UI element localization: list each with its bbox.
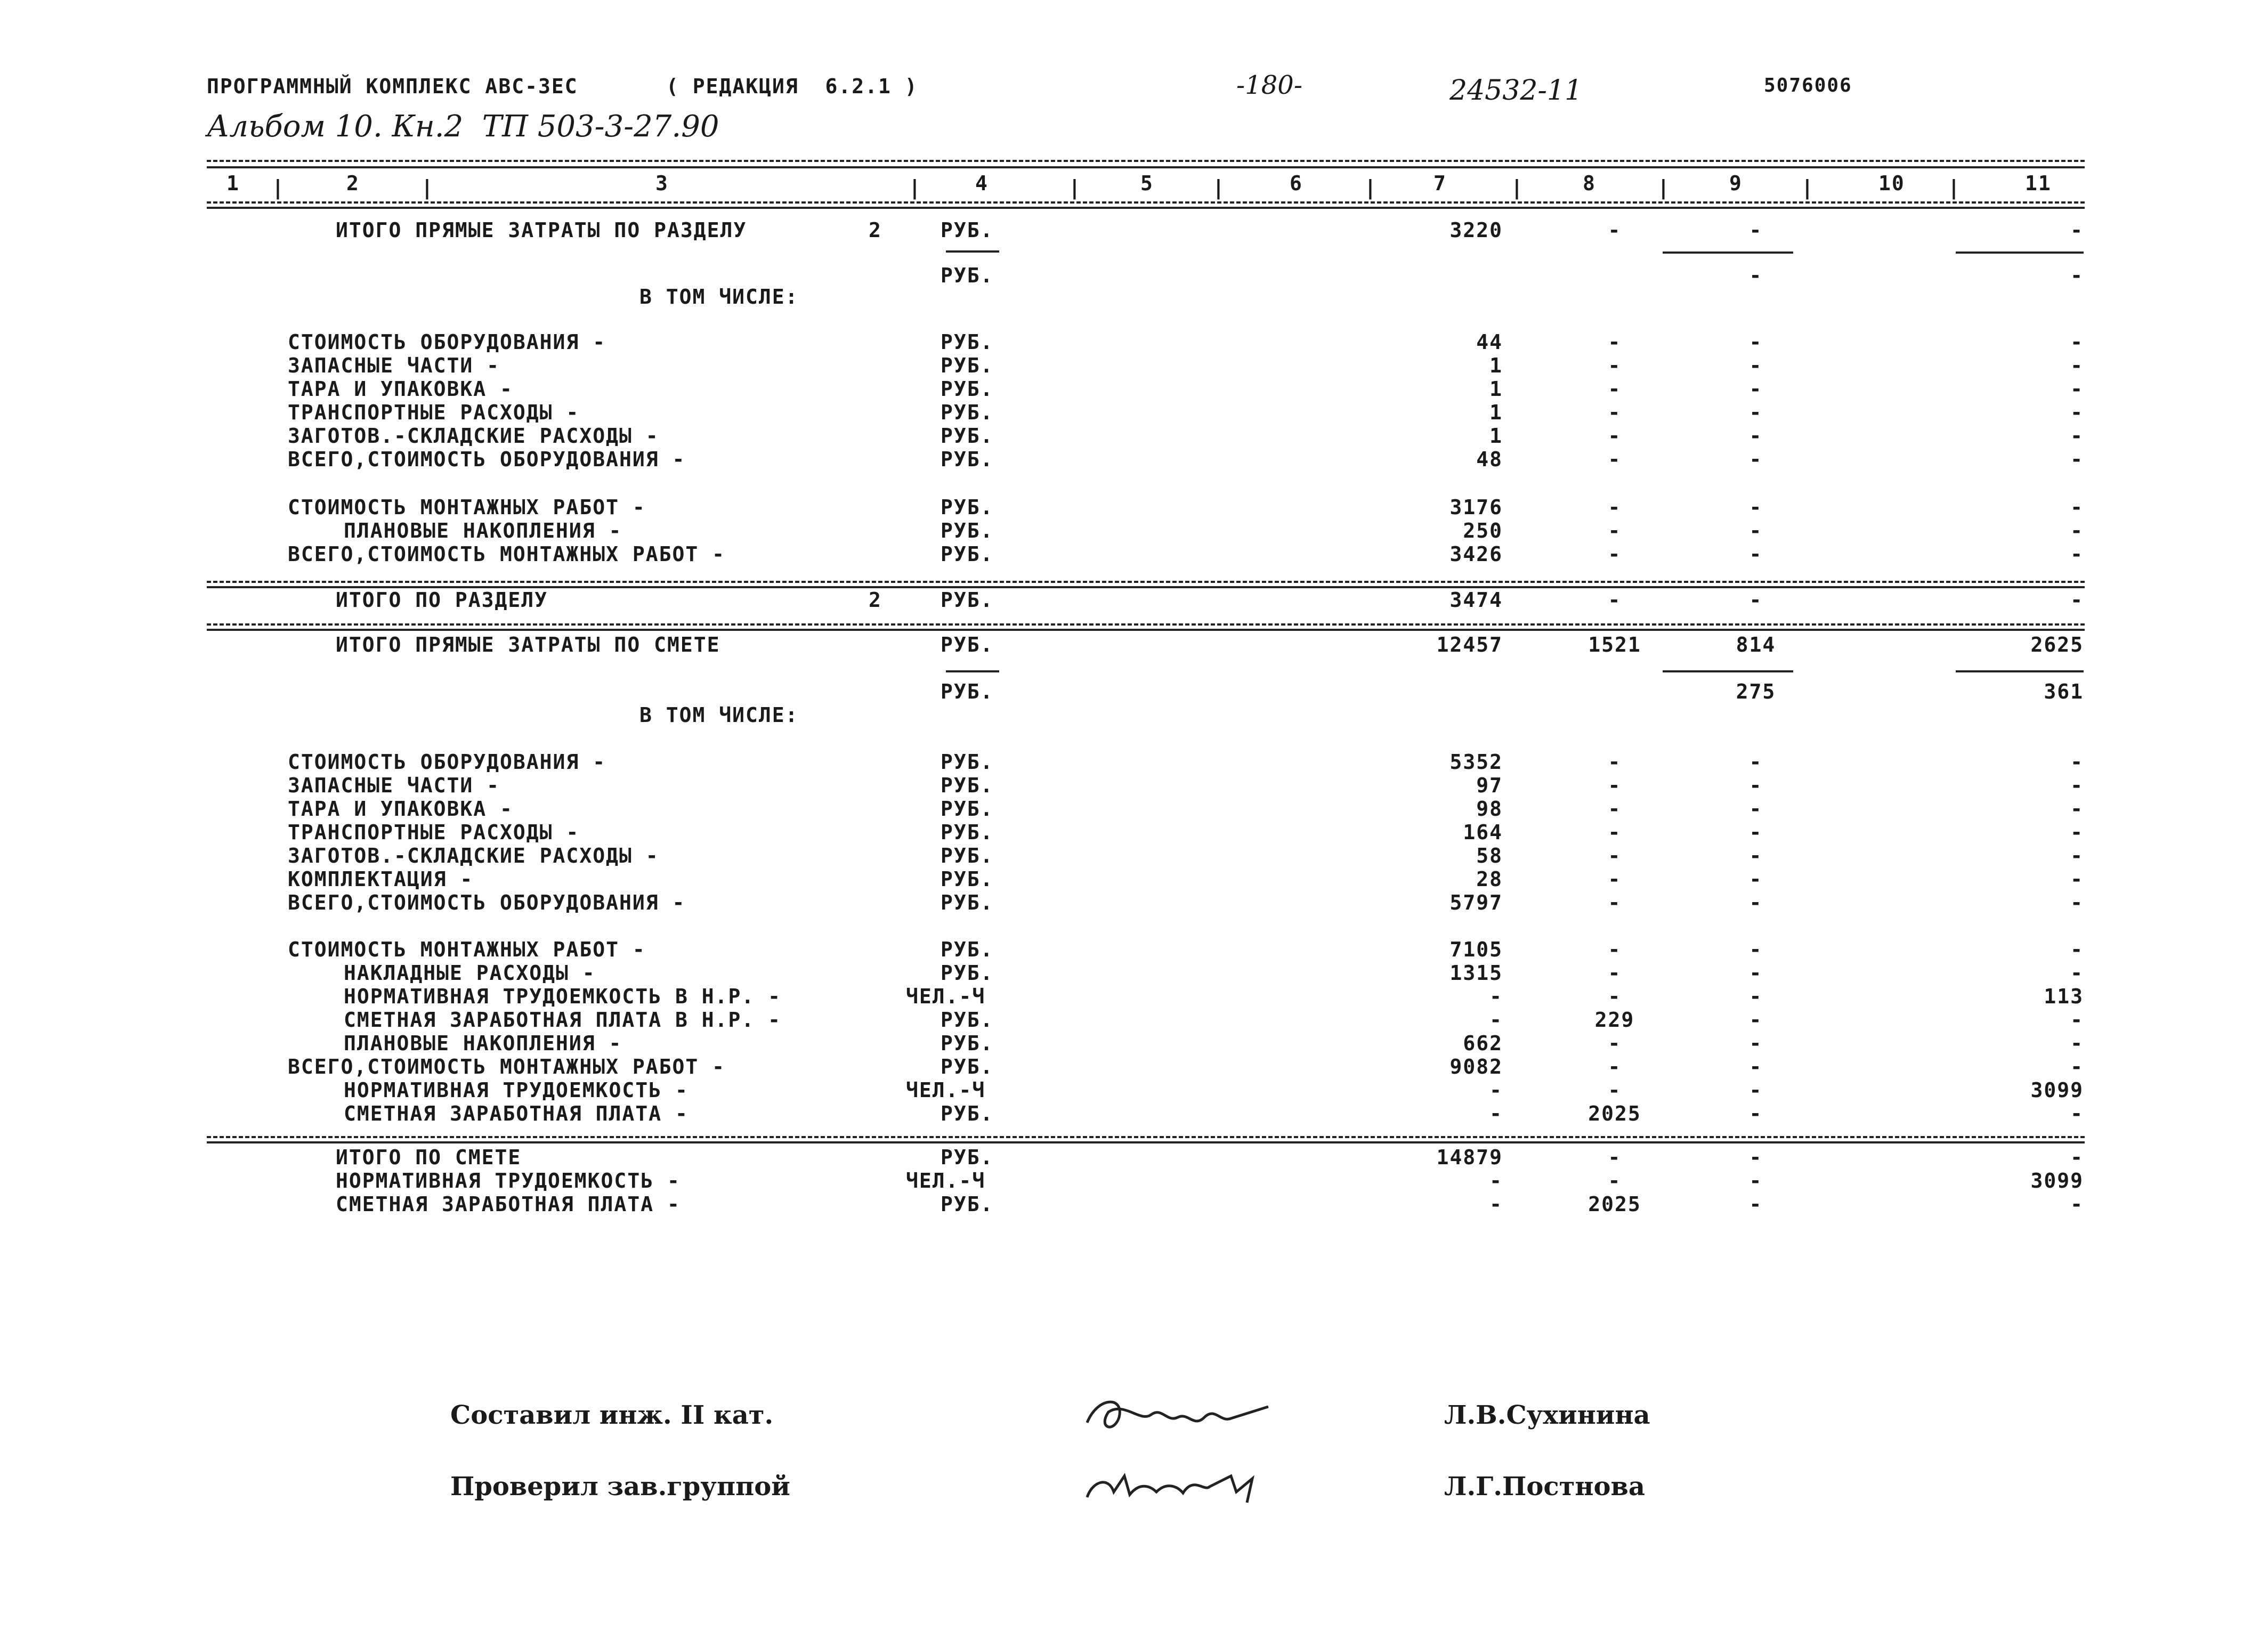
rule: [207, 160, 2085, 162]
row-label: КОМПЛЕКТАЦИЯ -: [288, 867, 474, 891]
unit-cell: РУБ.: [941, 750, 994, 774]
col9-value: -: [1749, 961, 1763, 985]
col7-value: -: [1489, 1192, 1503, 1216]
row-label: ТАРА И УПАКОВКА -: [288, 377, 513, 401]
col9-value: -: [1749, 821, 1763, 844]
unit-cell: РУБ.: [941, 797, 994, 821]
row-label: СМЕТНАЯ ЗАРАБОТНАЯ ПЛАТА -: [344, 1102, 689, 1125]
col11-value: 3099: [2030, 1078, 2084, 1102]
col7-value: 1: [1489, 354, 1503, 377]
unit-cell: РУБ.: [941, 1146, 994, 1169]
col8-value: -: [1608, 750, 1622, 774]
col8-value: 1521: [1588, 633, 1641, 656]
column-separator: |: [1068, 176, 1081, 199]
doc-code: 5076006: [1764, 75, 1852, 96]
section-number: 2: [869, 588, 882, 612]
unit-cell: РУБ.: [941, 774, 994, 797]
col8-value: -: [1608, 330, 1622, 354]
col8-value: -: [1608, 542, 1622, 566]
row-label: В ТОМ ЧИСЛЕ:: [639, 703, 799, 727]
row-label: ВСЕГО,СТОИМОСТЬ МОНТАЖНЫХ РАБОТ -: [288, 1055, 725, 1078]
col11-value: -: [2070, 519, 2084, 542]
col8-value: -: [1608, 218, 1622, 242]
col7-value: 7105: [1449, 938, 1503, 961]
program-title: ПРОГРАММНЫЙ КОМПЛЕКС АВС-3ЕС: [207, 75, 578, 98]
row-label: СТОИМОСТЬ ОБОРУДОВАНИЯ -: [288, 750, 606, 774]
col11-value: -: [2070, 354, 2084, 377]
row-label: В ТОМ ЧИСЛЕ:: [639, 285, 799, 309]
col7-value: -: [1489, 1102, 1503, 1125]
col9-value: -: [1749, 1102, 1763, 1125]
col8-value: -: [1608, 496, 1622, 519]
col9-value: -: [1749, 1146, 1763, 1169]
col9-value: -: [1749, 938, 1763, 961]
unit-cell: РУБ.: [941, 424, 994, 448]
col7-value: 44: [1476, 330, 1503, 354]
col7-value: 3220: [1449, 218, 1503, 242]
rule: [207, 201, 2085, 204]
col9-value: -: [1749, 377, 1763, 401]
col8-value: 2025: [1588, 1192, 1641, 1216]
row-label: ЗАПАСНЫЕ ЧАСТИ -: [288, 354, 500, 377]
unit-cell: РУБ.: [941, 264, 994, 287]
col8-value: -: [1608, 401, 1622, 424]
column-number: 2: [346, 172, 360, 195]
row-label: НАКЛАДНЫЕ РАСХОДЫ -: [344, 961, 596, 985]
row-label: ВСЕГО,СТОИМОСТЬ МОНТАЖНЫХ РАБОТ -: [288, 542, 725, 566]
col9-value: -: [1749, 797, 1763, 821]
unit-cell: РУБ.: [941, 680, 994, 703]
col8-value: -: [1608, 1032, 1622, 1055]
col7-value: -: [1489, 1008, 1503, 1032]
col9-value: -: [1749, 891, 1763, 914]
col7-value: 5352: [1449, 750, 1503, 774]
unit-cell: РУБ.: [941, 1008, 994, 1032]
unit-cell: РУБ.: [941, 354, 994, 377]
column-separator: |: [1801, 176, 1813, 199]
col9-value: -: [1749, 218, 1763, 242]
column-number: 4: [975, 172, 989, 195]
col7-value: 1: [1489, 377, 1503, 401]
unit-cell: РУБ.: [941, 448, 994, 471]
col8-value: -: [1608, 938, 1622, 961]
unit-cell: РУБ.: [941, 1102, 994, 1125]
col9-value: -: [1749, 496, 1763, 519]
col9-value: -: [1749, 588, 1763, 612]
edition-label: ( РЕДАКЦИЯ 6.2.1 ): [666, 75, 918, 98]
col8-value: -: [1608, 844, 1622, 867]
col8-value: 229: [1594, 1008, 1635, 1032]
column-separator: |: [1212, 176, 1225, 199]
col8-value: -: [1608, 821, 1622, 844]
col11-value: -: [2070, 1146, 2084, 1169]
checked-by-name: Л.Г.Постнова: [1444, 1472, 1645, 1502]
col11-value: -: [2070, 797, 2084, 821]
column-separator: |: [1364, 176, 1376, 199]
unit-cell: РУБ.: [941, 496, 994, 519]
row-label: СТОИМОСТЬ МОНТАЖНЫХ РАБОТ -: [288, 496, 646, 519]
unit-cell: ЧЕЛ.-Ч: [906, 985, 986, 1008]
col7-value: -: [1489, 985, 1503, 1008]
row-label: ПЛАНОВЫЕ НАКОПЛЕНИЯ -: [344, 1032, 622, 1055]
col11-value: 361: [2044, 680, 2084, 703]
rule: [207, 166, 2085, 168]
unit-cell: РУБ.: [941, 1055, 994, 1078]
unit-cell: РУБ.: [941, 1192, 994, 1216]
rule: [207, 581, 2085, 583]
row-label: ТАРА И УПАКОВКА -: [288, 797, 513, 821]
col9-value: -: [1749, 867, 1763, 891]
row-label: СТОИМОСТЬ ОБОРУДОВАНИЯ -: [288, 330, 606, 354]
col7-value: 9082: [1449, 1055, 1503, 1078]
col11-value: -: [2070, 867, 2084, 891]
col9-value: -: [1749, 264, 1763, 287]
col9-value: -: [1749, 1032, 1763, 1055]
row-label: НОРМАТИВНАЯ ТРУДОЕМКОСТЬ -: [344, 1078, 689, 1102]
row-label: НОРМАТИВНАЯ ТРУДОЕМКОСТЬ -: [336, 1169, 681, 1192]
col9-value: -: [1749, 401, 1763, 424]
checked-by-label: Проверил зав.группой: [450, 1472, 790, 1502]
doc-number: 24532-11: [1449, 75, 1583, 107]
row-label: ЗАПАСНЫЕ ЧАСТИ -: [288, 774, 500, 797]
compiled-by-name: Л.В.Сухинина: [1444, 1400, 1650, 1430]
underline: [1956, 670, 2084, 672]
unit-cell: РУБ.: [941, 1032, 994, 1055]
unit-cell: РУБ.: [941, 542, 994, 566]
col9-value: -: [1749, 1192, 1763, 1216]
col9-value: -: [1749, 1169, 1763, 1192]
unit-cell: РУБ.: [941, 330, 994, 354]
col8-value: -: [1608, 867, 1622, 891]
col8-value: 2025: [1588, 1102, 1641, 1125]
col11-value: -: [2070, 961, 2084, 985]
unit-cell: РУБ.: [941, 633, 994, 656]
col11-value: -: [2070, 750, 2084, 774]
signature-checked: [1076, 1455, 1290, 1513]
col7-value: 1315: [1449, 961, 1503, 985]
col11-value: -: [2070, 218, 2084, 242]
col9-value: -: [1749, 424, 1763, 448]
column-separator: |: [1657, 176, 1670, 199]
col11-value: -: [2070, 1192, 2084, 1216]
col7-value: 1: [1489, 401, 1503, 424]
column-separator: |: [421, 176, 433, 199]
col9-value: -: [1749, 1055, 1763, 1078]
unit-cell: РУБ.: [941, 519, 994, 542]
column-separator: |: [909, 176, 921, 199]
col7-value: 58: [1476, 844, 1503, 867]
column-number: 9: [1729, 172, 1743, 195]
col8-value: -: [1608, 354, 1622, 377]
column-separator: |: [272, 176, 284, 199]
col11-value: -: [2070, 938, 2084, 961]
row-label: ТРАНСПОРТНЫЕ РАСХОДЫ -: [288, 401, 580, 424]
col8-value: -: [1608, 961, 1622, 985]
unit-cell: ЧЕЛ.-Ч: [906, 1169, 986, 1192]
page-mark: -180-: [1236, 70, 1303, 100]
col11-value: -: [2070, 1102, 2084, 1125]
col7-value: 3176: [1449, 496, 1503, 519]
col8-value: -: [1608, 891, 1622, 914]
col7-value: 662: [1463, 1032, 1503, 1055]
col11-value: -: [2070, 542, 2084, 566]
col8-value: -: [1608, 448, 1622, 471]
rule: [207, 207, 2085, 209]
column-number: 3: [655, 172, 669, 195]
row-label: ИТОГО ПО РАЗДЕЛУ: [336, 588, 548, 612]
col7-value: 48: [1476, 448, 1503, 471]
column-number: 6: [1290, 172, 1303, 195]
col7-value: 14879: [1436, 1146, 1503, 1169]
column-number: 11: [2025, 172, 2052, 195]
col8-value: -: [1608, 1055, 1622, 1078]
unit-cell: РУБ.: [941, 844, 994, 867]
unit-cell: РУБ.: [941, 867, 994, 891]
col7-value: 250: [1463, 519, 1503, 542]
col11-value: -: [2070, 1055, 2084, 1078]
col11-value: 3099: [2030, 1169, 2084, 1192]
underline: [1663, 251, 1793, 254]
col11-value: -: [2070, 774, 2084, 797]
row-label: ИТОГО ПРЯМЫЕ ЗАТРАТЫ ПО РАЗДЕЛУ: [336, 218, 747, 242]
row-label: ТРАНСПОРТНЫЕ РАСХОДЫ -: [288, 821, 580, 844]
col9-value: 275: [1736, 680, 1776, 703]
col11-value: 2625: [2030, 633, 2084, 656]
col11-value: -: [2070, 844, 2084, 867]
underline: [946, 670, 999, 672]
col11-value: -: [2070, 264, 2084, 287]
col11-value: -: [2070, 401, 2084, 424]
row-label: ЗАГОТОВ.-СКЛАДСКИЕ РАСХОДЫ -: [288, 424, 659, 448]
row-label: ПЛАНОВЫЕ НАКОПЛЕНИЯ -: [344, 519, 622, 542]
unit-cell: РУБ.: [941, 218, 994, 242]
col9-value: -: [1749, 750, 1763, 774]
unit-cell: РУБ.: [941, 588, 994, 612]
column-number: 7: [1433, 172, 1447, 195]
unit-cell: РУБ.: [941, 821, 994, 844]
row-label: НОРМАТИВНАЯ ТРУДОЕМКОСТЬ В Н.Р. -: [344, 985, 781, 1008]
col11-value: -: [2070, 821, 2084, 844]
col9-value: -: [1749, 844, 1763, 867]
col9-value: -: [1749, 985, 1763, 1008]
unit-cell: РУБ.: [941, 401, 994, 424]
col9-value: -: [1749, 542, 1763, 566]
col7-value: -: [1489, 1169, 1503, 1192]
col9-value: -: [1749, 448, 1763, 471]
col8-value: -: [1608, 774, 1622, 797]
col7-value: -: [1489, 1078, 1503, 1102]
col11-value: -: [2070, 1008, 2084, 1032]
col9-value: 814: [1736, 633, 1776, 656]
col11-value: -: [2070, 377, 2084, 401]
rule: [207, 1136, 2085, 1138]
col9-value: -: [1749, 354, 1763, 377]
unit-cell: РУБ.: [941, 938, 994, 961]
col9-value: -: [1749, 330, 1763, 354]
column-number: 8: [1583, 172, 1596, 195]
album-reference: Альбом 10. Кн.2 ТП 503-3-27.90: [207, 109, 719, 144]
col7-value: 1: [1489, 424, 1503, 448]
signature-compiled: [1076, 1385, 1290, 1444]
underline: [1956, 251, 2084, 254]
row-label: ВСЕГО,СТОИМОСТЬ ОБОРУДОВАНИЯ -: [288, 448, 686, 471]
col7-value: 3474: [1449, 588, 1503, 612]
col7-value: 164: [1463, 821, 1503, 844]
col8-value: -: [1608, 519, 1622, 542]
col8-value: -: [1608, 985, 1622, 1008]
col11-value: 113: [2044, 985, 2084, 1008]
row-label: СТОИМОСТЬ МОНТАЖНЫХ РАБОТ -: [288, 938, 646, 961]
row-label: СМЕТНАЯ ЗАРАБОТНАЯ ПЛАТА -: [336, 1192, 681, 1216]
col7-value: 98: [1476, 797, 1503, 821]
col7-value: 3426: [1449, 542, 1503, 566]
unit-cell: РУБ.: [941, 961, 994, 985]
column-separator: |: [1948, 176, 1960, 199]
rule: [207, 629, 2085, 631]
col9-value: -: [1749, 1008, 1763, 1032]
section-number: 2: [869, 218, 882, 242]
col9-value: -: [1749, 774, 1763, 797]
col7-value: 12457: [1436, 633, 1503, 656]
col11-value: -: [2070, 448, 2084, 471]
unit-cell: РУБ.: [941, 891, 994, 914]
col8-value: -: [1608, 424, 1622, 448]
underline: [946, 250, 999, 253]
col7-value: 28: [1476, 867, 1503, 891]
compiled-by-label: Составил инж. II кат.: [450, 1400, 774, 1430]
column-number: 5: [1140, 172, 1154, 195]
row-label: СМЕТНАЯ ЗАРАБОТНАЯ ПЛАТА В Н.Р. -: [344, 1008, 781, 1032]
col11-value: -: [2070, 1032, 2084, 1055]
col8-value: -: [1608, 588, 1622, 612]
col11-value: -: [2070, 330, 2084, 354]
col8-value: -: [1608, 797, 1622, 821]
row-label: ИТОГО ПО СМЕТЕ: [336, 1146, 522, 1169]
col7-value: 97: [1476, 774, 1503, 797]
col11-value: -: [2070, 891, 2084, 914]
column-number: 1: [226, 172, 240, 195]
col9-value: -: [1749, 1078, 1763, 1102]
row-label: ВСЕГО,СТОИМОСТЬ ОБОРУДОВАНИЯ -: [288, 891, 686, 914]
col11-value: -: [2070, 424, 2084, 448]
col8-value: -: [1608, 1169, 1622, 1192]
col11-value: -: [2070, 496, 2084, 519]
col8-value: -: [1608, 1078, 1622, 1102]
unit-cell: РУБ.: [941, 377, 994, 401]
col8-value: -: [1608, 1146, 1622, 1169]
row-label: ЗАГОТОВ.-СКЛАДСКИЕ РАСХОДЫ -: [288, 844, 659, 867]
rule: [207, 623, 2085, 626]
col11-value: -: [2070, 588, 2084, 612]
column-number: 10: [1878, 172, 1905, 195]
unit-cell: ЧЕЛ.-Ч: [906, 1078, 986, 1102]
underline: [1663, 670, 1793, 672]
row-label: ИТОГО ПРЯМЫЕ ЗАТРАТЫ ПО СМЕТЕ: [336, 633, 720, 656]
col9-value: -: [1749, 519, 1763, 542]
col8-value: -: [1608, 377, 1622, 401]
column-separator: |: [1511, 176, 1523, 199]
rule: [207, 1141, 2085, 1143]
col7-value: 5797: [1449, 891, 1503, 914]
